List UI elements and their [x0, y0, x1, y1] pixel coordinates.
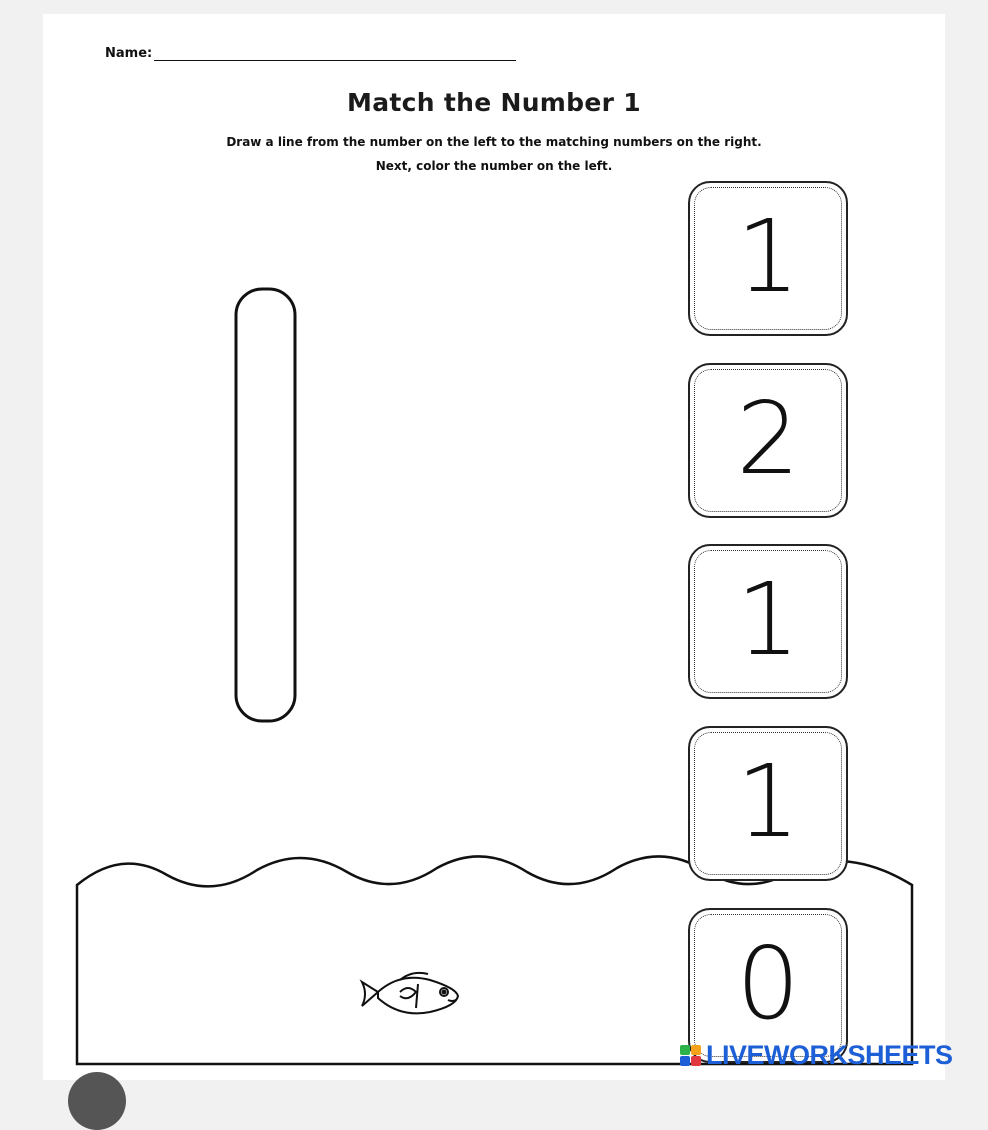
number-one-outline[interactable] [236, 289, 295, 721]
name-label: Name: [105, 46, 153, 61]
liveworksheets-logo[interactable] [680, 1040, 953, 1071]
match-card-2[interactable] [688, 363, 848, 518]
match-card-1[interactable] [688, 181, 848, 336]
brand-text: LIVEWORKSHEETS [706, 1040, 953, 1070]
card-digit: 0 [736, 925, 800, 1042]
card-digit: 1 [736, 198, 800, 315]
card-digit: 1 [736, 743, 800, 860]
instruction-line-2: Next, color the number on the left. [375, 159, 613, 173]
match-card-3[interactable] [688, 544, 848, 699]
corner-avatar [68, 1072, 126, 1130]
card-digit: 1 [736, 561, 800, 678]
card-digit: 2 [736, 380, 800, 497]
worksheet-title: Match the Number 1 [347, 88, 641, 117]
liveworksheets-logo-icon [680, 1045, 702, 1067]
match-card-4[interactable] [688, 726, 848, 881]
instruction-line-1: Draw a line from the number on the left to the matching numbers on the right. [226, 135, 762, 149]
